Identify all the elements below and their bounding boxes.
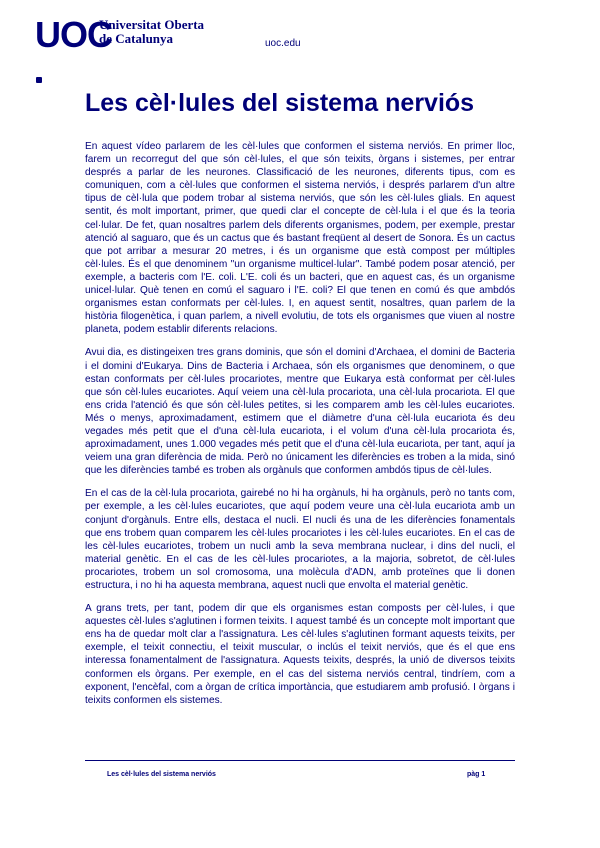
- university-line-2: de Catalunya: [99, 31, 174, 46]
- document-body: [85, 140, 515, 717]
- document-title: Les cèl·lules del sistema nerviós: [85, 89, 475, 117]
- website-link[interactable]: uoc.edu: [265, 38, 301, 49]
- paragraph: A grans trets, per tant, podem dir que els organismes estan composts per cèl·lules, i que aquestes cèl·lules s'aglutinen i formen teixits. I aquest també és un concepte molt important que ens ha de quedar molt clar a l'assignatura. Les cèl·lules s'aglutinen formant aquests teixits, per exemple, el teixit connectiu, el teixit muscular, o inclús el teixit nerviós, que és el que ens interessa fonamentalment de l'assignatura. Aquests teixits, després, la unió de diversos teixits conformen els òrgans. Per exemple, en el cas del sistema nerviós central, tindríem, com a exponent, l'encèfal, com a òrgan de crítica importància, que estudiarem amb profusió. I òrgans i teixits conformen els sistemes.: [85, 603, 515, 706]
- logo-dot: [36, 77, 42, 83]
- paragraph: En aquest vídeo parlarem de les cèl·lules que conformen el sistema nerviós. En primer lloc, farem un recorregut del que són cèl·lules, el que són teixits, òrgans i sistemes, per entrar després a parlar de les neurones. Classificació de les neurones, diferents tipus, com es comuniquen, com a cèl·lules que conformen el sistema nerviós, i després parlarem d'un altre tipus de cèl·lula que podem trobar al sistema nerviós, que són les cèl·lules glials. En aquest sentit, és molt important, primer, que quedi clar el concepte de cèl·lula i el que és la teoria cel·lular. De fet, quan nosaltres parlem dels diferents organismes, podem, per exemple, prestar atenció al saguaro, que és un cactus que és bastant freqüent al desert de Sonora. És un cactus que pot arribar a mesurar 20 metres, i és un organisme que està compost per múltiples cèl·lules. És el que denominem "un organisme multicel·lular". També podem posar atenció, per exemple, a bacteris com l'E. coli. L'E. coli és un bacteri, que en aquest cas, és un organisme unicel·lular. Què tenen en comú el saguaro i l'E. coli? El que tenen en comú és que ambdós organismes estan conformats per cèl·lules. I, en aquest sentit, nosaltres, quan parlem de la història filogenètica, i quan parlem, a nivell evolutiu, de tots els organismes que viuen al nostre planeta, podem establir diferents relacions.: [85, 141, 515, 336]
- university-line-1: Universitat Oberta: [99, 17, 205, 32]
- logo-text: UOC: [35, 14, 112, 55]
- paragraph: Avui dia, es distingeixen tres grans dominis, que són el domini d'Archaea, el domini de Bacteria i el domini d'Eukarya. Dins de Bacteria i Archaea, són els organismes que denominem, o que estan conformats per cèl·lules procariotes, mentre que Eukarya està conformat per cèl·lules que són cèl·lules eucariotes. Aquí veiem una cèl·lula procariota, una cèl·lula procariota. El que ens crida l'atenció és que són cèl·lules petites, si les comparem amb les cèl·lules eucariotes. Més o menys, aproximadament, estimem que el diàmetre d'una cèl·lula eucariota és deu vegades més petit que el d'una cèl·lula eucariota, i el volum d'una cèl·lula procariota és, aproximadament, unes 1.000 vegades més petit que el d'una cèl·lula eucariota, per tant, aquí ja veiem una gran diferència de mida. Però no únicament les diferències es troben a la mida, sinó que les diferències també es troben als orgànuls que conformen ambdós tipus de cèl·lules.: [85, 347, 515, 477]
- page-number: pàg 1: [467, 771, 486, 778]
- university-name: [99, 18, 209, 46]
- page-footer: [85, 760, 515, 778]
- footer-doc-title: Les cèl·lules del sistema nerviós: [107, 771, 216, 778]
- paragraph: En el cas de la cèl·lula procariota, gairebé no hi ha orgànuls, hi ha orgànuls, però no tants com, per exemple, a les cèl·lules eucariotes, que aquí podem veure una cèl·lula eucariota amb un conjunt d'orgànuls. Entre ells, destaca el nucli. El nucli és una de les diferències fonamentals que ens trobem quan comparem les cèl·lules procariotes i les cèl·lules eucariotes. En el cas de les cèl·lules eucariotes, trobem un nucli amb la seva membrana nuclear, i dins del nucli, el material genètic. En el cas de les cèl·lules procariotes, a la majoria, sobretot, de cèl·lules procariotes, trobem un sol cromosoma, una molècula d'ADN, amb proteïnes que li donen estructura, i no hi ha aquesta membrana, aquest nucli que envolta el material genètic.: [85, 488, 515, 591]
